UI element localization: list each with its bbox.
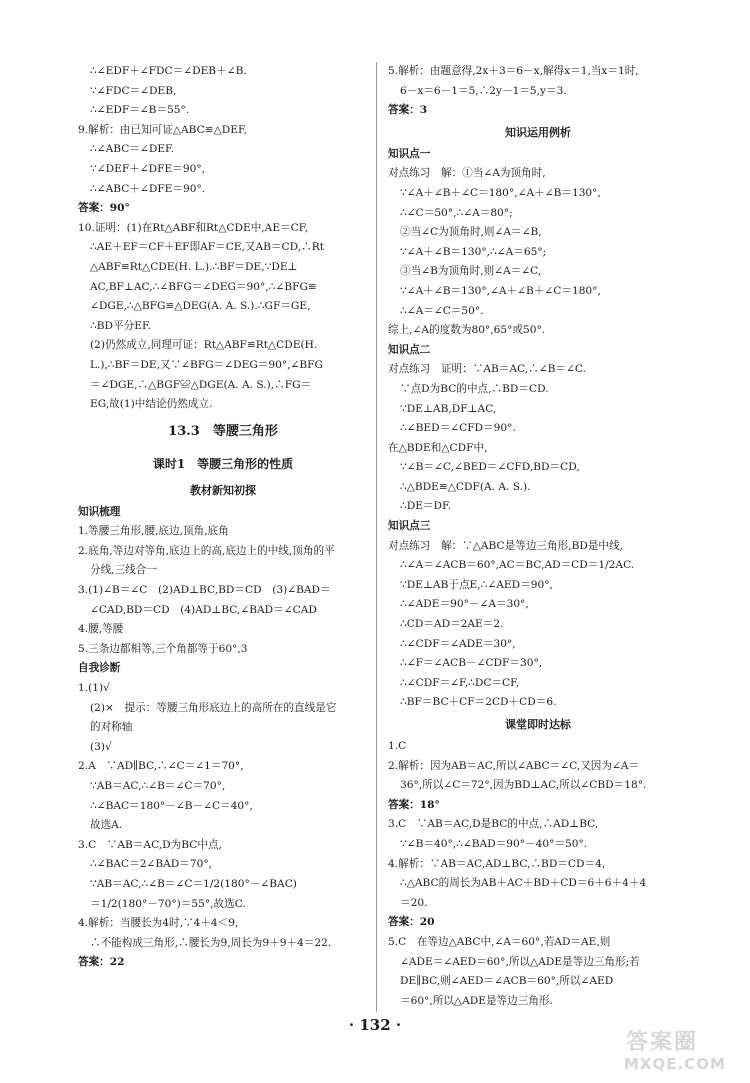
text-line: 在△BDE和△CDF中, — [388, 441, 488, 454]
text-line: 1.(1)√ — [78, 682, 110, 695]
text-line: 5.三条边都相等,三个角都等于60°,3 — [78, 642, 248, 655]
text-line: ＝∠DGE,∴△BGF≌△DGE(A. A. S.),∴FG＝ — [90, 378, 312, 391]
text-line: ∵点D为BC的中点,∴BD＝CD. — [400, 382, 549, 395]
text-line: ∴BD平分EF. — [90, 319, 152, 332]
text-line: (2)× 提示：等腰三角形底边上的高所在的直线是它 — [90, 701, 337, 714]
text-line: ∴∠BAC＝180°－∠B－∠C＝40°, — [90, 799, 253, 812]
text-line: 4.解析：当腰长为4时,∵4＋4＜9, — [78, 917, 239, 930]
text-line: ∵∠A＋∠B＝130°,∴∠A＝65°; — [400, 245, 547, 258]
text-line: 知识运用例析 — [505, 125, 571, 139]
text-line: 对点练习 解：∵△ABC是等边三角形,BD是中线, — [388, 539, 623, 552]
text-line: 课堂即时达标 — [505, 718, 571, 731]
text-line: 4.解析：∵AB＝AC,AD⊥BC,∴BD＝CD＝4, — [388, 857, 606, 870]
text-line: ＝60°,所以△ADE是等边三角形. — [400, 994, 553, 1007]
text-line: 1.等腰三角形,腰,底边,顶角,底角 — [78, 525, 229, 538]
text-line: 2.底角,等边对等角,底边上的高,底边上的中线,顶角的平 — [78, 544, 335, 557]
text-line: ∠DGE,∴△BFG≌△DEG(A. A. S.).∴GF＝GE, — [90, 300, 311, 313]
page-number: · 132 · — [348, 1016, 402, 1034]
text-line: ∴∠ADE＝90°－∠A＝30°, — [400, 598, 529, 611]
text-line: 13.3 等腰三角形 — [168, 423, 278, 439]
text-line: ∠ADE＝∠AED＝60°,所以△ADE是等边三角形;若 — [400, 955, 640, 968]
text-line: 5.C 在等边△ABC中,∠A＝60°,若AD＝AE,则 — [388, 935, 611, 948]
text-line: 5.解析：由题意得,2x＋3＝6－x,解得x＝1,当x＝1时, — [388, 65, 639, 77]
text-line: 课时1 等腰三角形的性质 — [152, 456, 294, 471]
text-line: 答案：20 — [388, 916, 435, 929]
text-line: ∵∠B＝40°,∴∠BAD＝90°－40°＝50°. — [400, 837, 588, 850]
text-line: ∴BF＝BC＋CF＝2CD＋CD＝6. — [400, 696, 557, 709]
text-line: ③当∠B为顶角时,则∠A＝∠C, — [400, 265, 542, 278]
column-divider — [376, 62, 377, 1012]
text-line: 知识梳理 — [78, 505, 121, 518]
text-line: 6－x＝6－1＝5,∴2y－1＝5,y＝3. — [400, 84, 567, 97]
left-column — [78, 62, 368, 973]
text-line: 对点练习 证明：∵AB＝AC,∴∠B＝∠C. — [388, 363, 586, 376]
text-line: 知识点二 — [388, 343, 431, 356]
text-line: 10.证明：(1)在Rt△ABF和Rt△CDE中,AE＝CF, — [78, 221, 308, 234]
text-line: 自我诊断 — [78, 662, 121, 675]
text-line: 的对称轴 — [90, 721, 133, 734]
text-line: ∴不能构成三角形,∴腰长为9,周长为9＋9＋4＝22. — [90, 936, 332, 949]
text-line: 4.腰,等腰 — [78, 623, 124, 636]
text-line: ∵AB＝AC,∴∠B＝∠C＝1/2(180°－∠BAC) — [90, 877, 297, 890]
text-line: ＝1/2(180°－70°)＝55°,故选C. — [90, 897, 246, 910]
text-line: EG,故(1)中结论仍然成立. — [90, 398, 213, 411]
text-line: ∵DE⊥AB于点E,∴∠AED＝90°, — [400, 578, 553, 591]
text-line: 对点练习 解：①当∠A为顶角时, — [388, 167, 546, 180]
text-line: ∴∠ABC＋∠DFE＝90°. — [90, 182, 206, 195]
text-line: 知识点三 — [388, 520, 431, 533]
text-line: ∴∠BAC＝2∠BAD＝70°, — [90, 858, 213, 871]
watermark-text: 答案圈 — [626, 1030, 699, 1055]
text-line: ∴∠ABC＝∠DEF. — [90, 143, 175, 156]
text-line: 答案：3 — [388, 104, 428, 117]
text-line: ∴∠EDF＝∠B＝55°. — [90, 104, 190, 117]
text-line: AC,BF⊥AC,∴∠BFG＝∠DEG＝90°,∴∠BFG≌ — [90, 280, 317, 293]
text-line: DE∥BC,则∠AED＝∠ACB＝60°,所以∠AED — [400, 975, 614, 988]
text-line: (3)√ — [90, 740, 112, 753]
text-line: (2)仍然成立,同理可证：Rt△ABF≌Rt△CDE(H. — [90, 339, 318, 352]
text-line: 36°,所以∠C＝72°,因为BD⊥AC,所以∠CBD＝18°. — [400, 779, 647, 792]
text-line: 2.A ∵AD∥BC,∴∠C＝∠1＝70°, — [78, 760, 244, 773]
text-line: ∵∠B＝∠C,∠BED＝∠CFD,BD＝CD, — [400, 461, 580, 474]
watermark-url: MXQE.COM — [624, 1055, 726, 1073]
text-line: ∴∠CDF＝∠F,∴DC＝CF, — [400, 676, 520, 689]
text-line: 3.C ∵AB＝AC,D是BC的中点,∴AD⊥BC, — [388, 818, 599, 831]
text-line: ∵DE⊥AB,DF⊥AC, — [400, 402, 497, 415]
text-line: △ABF≌Rt△CDE(H. L.).∴BF＝DE,∵DE⊥ — [90, 260, 298, 273]
text-line: ∠CAD,BD＝CD (4)AD⊥BC,∠BAD＝∠CAD — [90, 603, 317, 616]
right-column — [388, 62, 688, 1011]
text-line: 教材新知初探 — [190, 483, 256, 497]
text-line: ∴AE＋EF＝CF＋EF即AF＝CE,又AB＝CD,∴Rt — [90, 241, 324, 254]
text-line: 故选A. — [90, 819, 123, 832]
text-line: ②当∠C为顶角时,则∠A＝∠B, — [400, 226, 542, 239]
text-line: ∴△ABC的周长为AB＋AC＋BD＋CD＝6＋6＋4＋4 — [400, 877, 647, 890]
text-line: 知识点一 — [388, 147, 431, 160]
text-line: 9.解析：由已知可证△ABC≌△DEF, — [78, 123, 248, 136]
text-line: 答案：90° — [78, 202, 130, 215]
text-line: ∵AB＝AC,∴∠B＝∠C＝70°, — [90, 780, 226, 792]
text-line: 答案：18° — [388, 798, 440, 811]
text-line: ∵∠A＋∠B＋∠C＝180°,∠A＋∠B＝130°, — [400, 186, 601, 199]
text-line: 答案：22 — [78, 956, 125, 969]
text-line: 3.C ∵AB＝AC,D为BC中点, — [78, 838, 222, 851]
text-line: 综上,∠A的度数为80°,65°或50°. — [388, 324, 546, 337]
text-line: 2.解析：因为AB＝AC,所以∠ABC＝∠C,又因为∠A＝ — [388, 759, 640, 772]
text-line: ∴∠A＝∠ACB＝60°,AC＝BC,AD＝CD＝1/2AC. — [400, 559, 635, 572]
text-line: ∵∠A＋∠B＝130°,∠A＋∠B＋∠C＝180°, — [400, 284, 601, 297]
text-line: ∴∠CDF＝∠ADE＝30°, — [400, 637, 516, 650]
text-line: ∵∠FDC＝∠DEB, — [90, 84, 177, 97]
text-line: ∴∠F＝∠ACB－∠CDF＝30°, — [400, 657, 543, 670]
text-line: ∴∠C＝50°,∴∠A＝80°; — [400, 206, 513, 219]
text-line: ∴DE＝DF. — [400, 500, 452, 513]
text-line: ∴∠A＝∠C＝50°. — [400, 304, 484, 317]
text-line: ∴△BDE≌△CDF(A. A. S.). — [400, 480, 531, 493]
text-line: ∴∠EDF＋∠FDC＝∠DEB＋∠B. — [90, 65, 247, 77]
text-line: 3.(1)∠B＝∠C (2)AD⊥BC,BD＝CD (3)∠BAD＝ — [78, 584, 331, 597]
text-line: ＝20. — [400, 896, 428, 909]
text-line: ∴∠BED＝∠CFD＝90°. — [400, 422, 516, 435]
text-line: 分线,三线合一 — [90, 564, 157, 577]
text-line: 1.C — [388, 740, 407, 752]
text-line: ∴CD＝AD＝2AE＝2. — [400, 618, 504, 631]
text-line: ∵∠DEF＋∠DFE＝90°, — [90, 162, 205, 175]
text-line: L.),∴BF＝DE,又∵∠BFG＝∠DEG＝90°,∠BFG — [90, 358, 323, 371]
watermark-logo — [620, 1025, 732, 1077]
